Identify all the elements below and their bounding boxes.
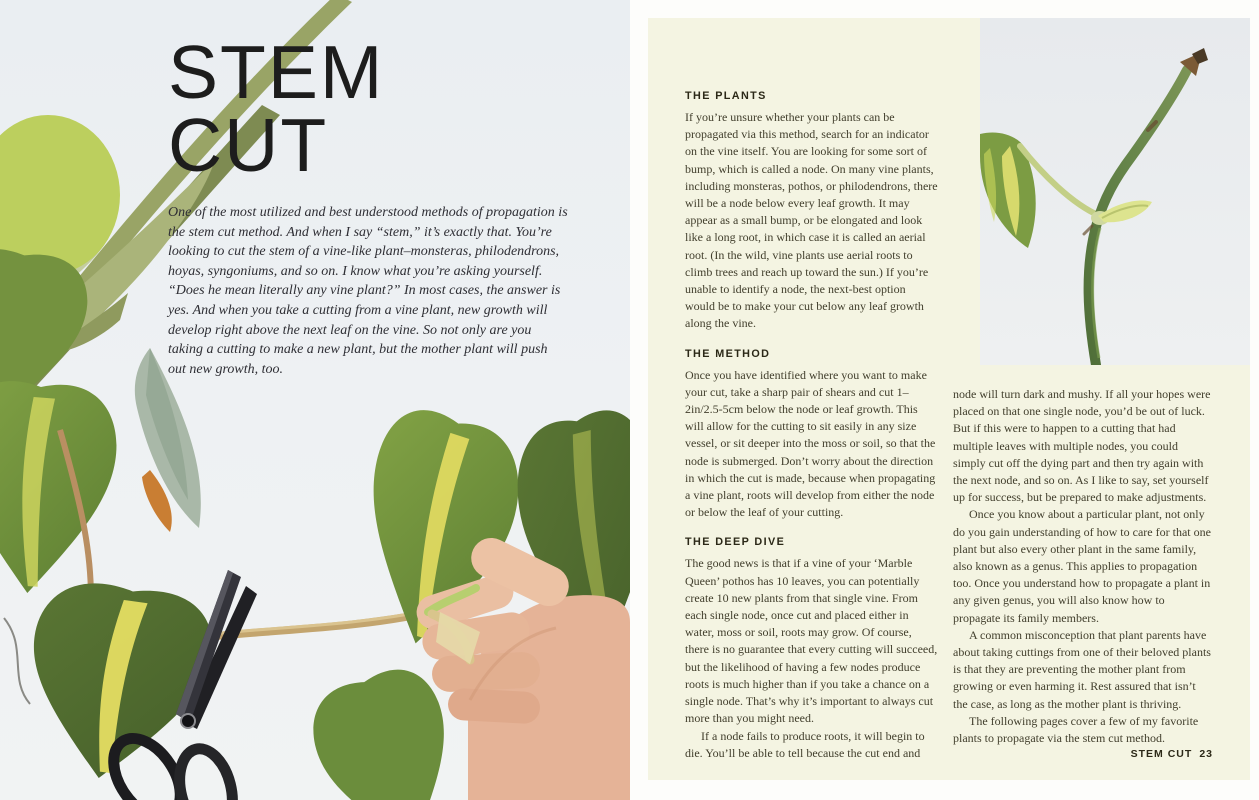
- column2-paragraph-2: Once you know about a particular plant, not only do you gain understanding of how to care for that one plant but also every other plant in the same family, also known as a genus. This applies to propagation too. Once you understand how to propagate a plant in any given genus, you will also know how to propagate its family members.: [953, 507, 1211, 625]
- right-page-photo: [980, 18, 1250, 365]
- column2-paragraph-4: The following pages cover a few of my favorite plants to propagate via the stem cut method.: [953, 713, 1199, 746]
- text-column-1: [685, 90, 938, 762]
- column2-paragraph-1: node will turn dark and mushy. If all your hopes were placed on that one single node, you’d be out of luck. But if this were to happen to a cutting that had multiple leaves with multiple nodes, you could simply cut off the dying part and then try again with the next node, and so on. As I like to say, set yourself up for success, but be prepared to make adjustments.: [953, 387, 1211, 505]
- page-footer: [953, 748, 1213, 760]
- section-heading-plants: THE PLANTS: [685, 90, 767, 102]
- title-line-1: STEM: [168, 30, 385, 114]
- footer-chapter-label: STEM CUT: [1130, 748, 1193, 760]
- column2-paragraph-3: A common misconception that plant parents have about taking cuttings from one of their beloved plants is that they are preventing the mother plant from growing or even harming it. Rest assured that isn’t the case, as long as the mother plant is thriving.: [953, 627, 1211, 711]
- page-title: [168, 30, 385, 187]
- section-heading-method: THE METHOD: [685, 347, 771, 360]
- intro-paragraph: One of the most utilized and best understood methods of propagation is the stem cut method. And when I say “stem,” it’s exactly that. You’re looking to cut the stem of a vine-like plant–monsteras, philodendrons, hoyas, syngoniums, and so on. I know what you’re asking yourself. “Does he mean literally any vine plant?” In most cases, the answer is yes. And when you take a cutting from a vine plant, new growth will develop right above the next leaf on the vine. So not only are you taking a cutting to make a new plant, but the mother plant will push out new growth, too.: [168, 205, 568, 377]
- title-line-2: CUT: [168, 103, 329, 187]
- right-page: [630, 0, 1259, 800]
- method-paragraph: Once you have identified where you want to make your cut, take a sharp pair of shears and cut 1–2in/2.5-5cm below the node or leaf growth. This will allow for the cutting to sit easily in any size vessel, or sit deeper into the moss or soil, so that the node is submerged. Don’t worry about the direction in which the cut is made, because when propagating a vine plant, roots will develop from either the node or below the leaf of your cutting.: [685, 367, 936, 520]
- deep-dive-paragraph-2: If a node fails to produce roots, it will begin to die. You’ll be able to tell because the cut end and: [685, 728, 925, 760]
- section-heading-deep-dive: THE DEEP DIVE: [685, 536, 786, 549]
- text-column-2: [953, 386, 1213, 747]
- deep-dive-paragraph-1: The good news is that if a vine of your ‘Marble Queen’ pothos has 10 leaves, you can potentially create 10 new plants from that single vine. From each single node, once cut and placed either in water, moss or soil, roots may grow. Of course, there is no guarantee that every cutting will succeed, but the likelihood of having a few nodes produce roots is much higher than if you take a chance on a single node. That’s why it’s important to always cut more than you might need.: [685, 556, 938, 726]
- footer-page-number: 23: [1199, 748, 1213, 760]
- plants-paragraph: If you’re unsure whether your plants can be propagated via this method, search for an indicator on the vine itself. You are looking for some sort of bump, which is called a node. On many vine plants, including monsteras, pothos, or philodendrons, there will be a node below every leaf growth. It may appear as a small bump, or be elongated and look like a long root, in which case it is called an aerial root. (In the wild, vine plants use aerial roots to climb trees and reach up toward the sun.) If you’re unable to identify a node, the next-best option would be to make your cut below any leaf growth along the vine.: [685, 110, 938, 331]
- stem-node-photo-illustration: [980, 18, 1250, 365]
